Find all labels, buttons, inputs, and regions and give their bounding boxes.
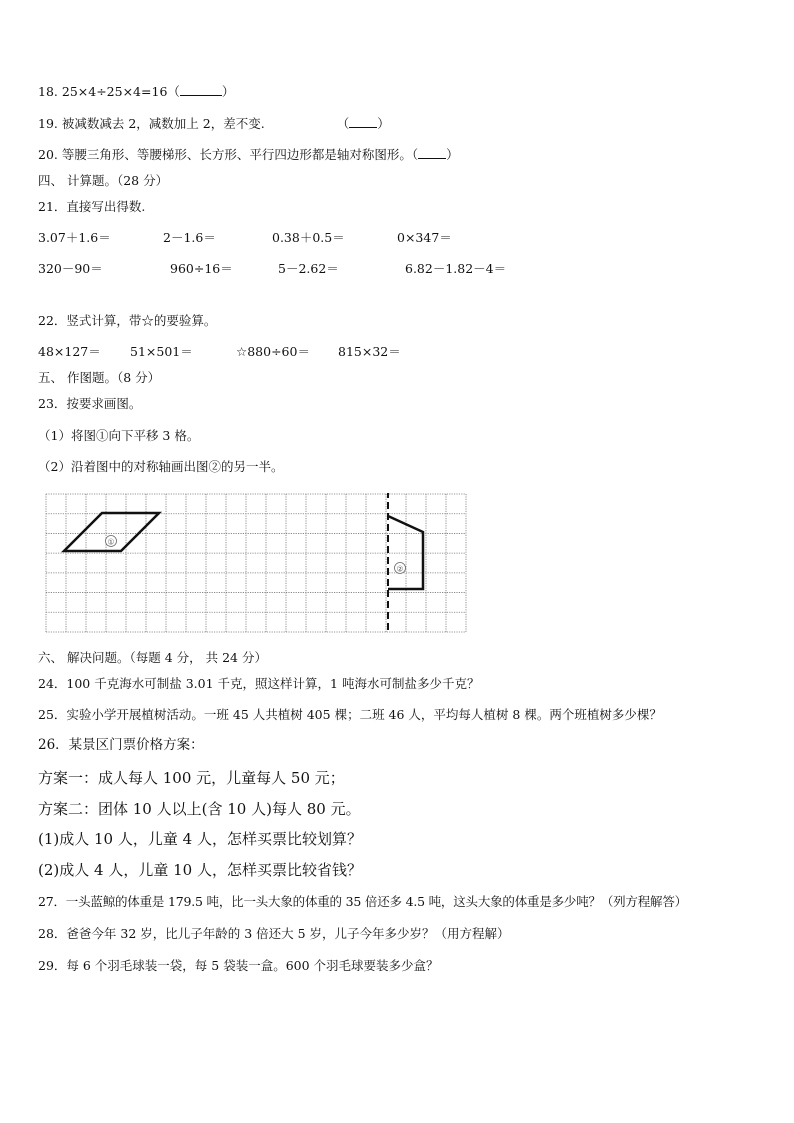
answer-blank[interactable] <box>180 83 222 96</box>
question-20 <box>38 146 459 163</box>
calc-item: 51×501＝ <box>130 344 193 359</box>
question-26-plan1: 方案一：成人每人 100 元，儿童每人 50 元； <box>38 769 345 787</box>
calc-item: 320－90＝ <box>38 261 103 276</box>
section-4-title: 四、 计算题。（28 分） <box>38 173 169 188</box>
question-23: 23．按要求画图。 <box>38 396 142 411</box>
paren-open: （ <box>336 116 350 131</box>
question-text: 25×4÷25×4=16（ <box>61 84 180 99</box>
question-18 <box>38 83 234 100</box>
calc-item: 3.07＋1.6＝ <box>38 230 111 245</box>
question-number: 18. <box>38 84 58 99</box>
calc-item: 0×347＝ <box>397 230 452 245</box>
question-26-sub1: (1)成人 10 人，儿童 4 人，怎样买票比较划算？ <box>38 830 362 848</box>
question-19 <box>38 115 390 132</box>
answer-blank[interactable] <box>349 115 377 128</box>
question-29: 29．每 6 个羽毛球装一袋，每 5 袋装一盒。600 个羽毛球要装多少盒？ <box>38 958 439 973</box>
question-28: 28．爸爸今年 32 岁，比儿子年龄的 3 倍还大 5 岁，儿子今年多少岁？（用方程解） <box>38 926 510 941</box>
trapezoid-half-figure-2 <box>388 516 423 589</box>
question-26-title: 26．某景区门票价格方案： <box>38 737 204 753</box>
question-number: 20. <box>38 147 58 162</box>
question-23-sub1: （1）将图①向下平移 3 格。 <box>38 428 200 443</box>
question-text: 等腰三角形、等腰梯形、长方形、平行四边形都是轴对称图形。（ <box>61 147 419 162</box>
question-26-sub2: (2)成人 4 人，儿童 10 人，怎样买票比较省钱？ <box>38 861 362 879</box>
figure-1-label: ① <box>107 537 115 547</box>
question-27: 27．一头蓝鲸的体重是 179.5 吨，比一头大象的体重的 35 倍还多 4.5 吨，这头大象的体重是多少吨？（列方程解答） <box>38 894 687 909</box>
question-number: 19. <box>38 116 58 131</box>
section-5-title: 五、 作图题。（8 分） <box>38 370 161 385</box>
calc-item: 0.38＋0.5＝ <box>272 230 345 245</box>
question-21: 21．直接写出得数. <box>38 199 146 214</box>
calc-item: 6.82－1.82－4＝ <box>405 261 507 276</box>
question-text: 被减数减去 2，减数加上 2，差不变. <box>61 116 265 131</box>
calc-item: ☆880÷60＝ <box>236 344 310 359</box>
question-25: 25．实验小学开展植树活动。一班 45 人共植树 405 棵；二班 46 人，平均每人植树 8 棵。两个班植树多少棵？ <box>38 707 662 722</box>
calc-item: 2－1.6＝ <box>163 230 216 245</box>
question-24: 24．100 千克海水可制盐 3.01 千克，照这样计算，1 吨海水可制盐多少千克？ <box>38 676 480 691</box>
question-22: 22．竖式计算，带☆的要验算。 <box>38 313 217 328</box>
figure-2-label: ② <box>396 564 404 574</box>
answer-blank[interactable] <box>418 146 446 159</box>
paren-close: ） <box>377 116 390 131</box>
drawing-grid[interactable] <box>45 493 467 633</box>
section-6-title: 六、 解决问题。（每题 4 分， 共 24 分） <box>38 650 267 665</box>
question-23-sub2: （2）沿着图中的对称轴画出图②的另一半。 <box>38 459 284 474</box>
calc-item: 960÷16＝ <box>170 261 233 276</box>
paren-close: ） <box>221 84 235 99</box>
calc-item: 5－2.62＝ <box>278 261 339 276</box>
question-26-plan2: 方案二：团体 10 人以上(含 10 人)每人 80 元。 <box>38 800 361 818</box>
calc-item: 48×127＝ <box>38 344 101 359</box>
calc-item: 815×32＝ <box>338 344 401 359</box>
paren-close: ） <box>446 147 459 162</box>
